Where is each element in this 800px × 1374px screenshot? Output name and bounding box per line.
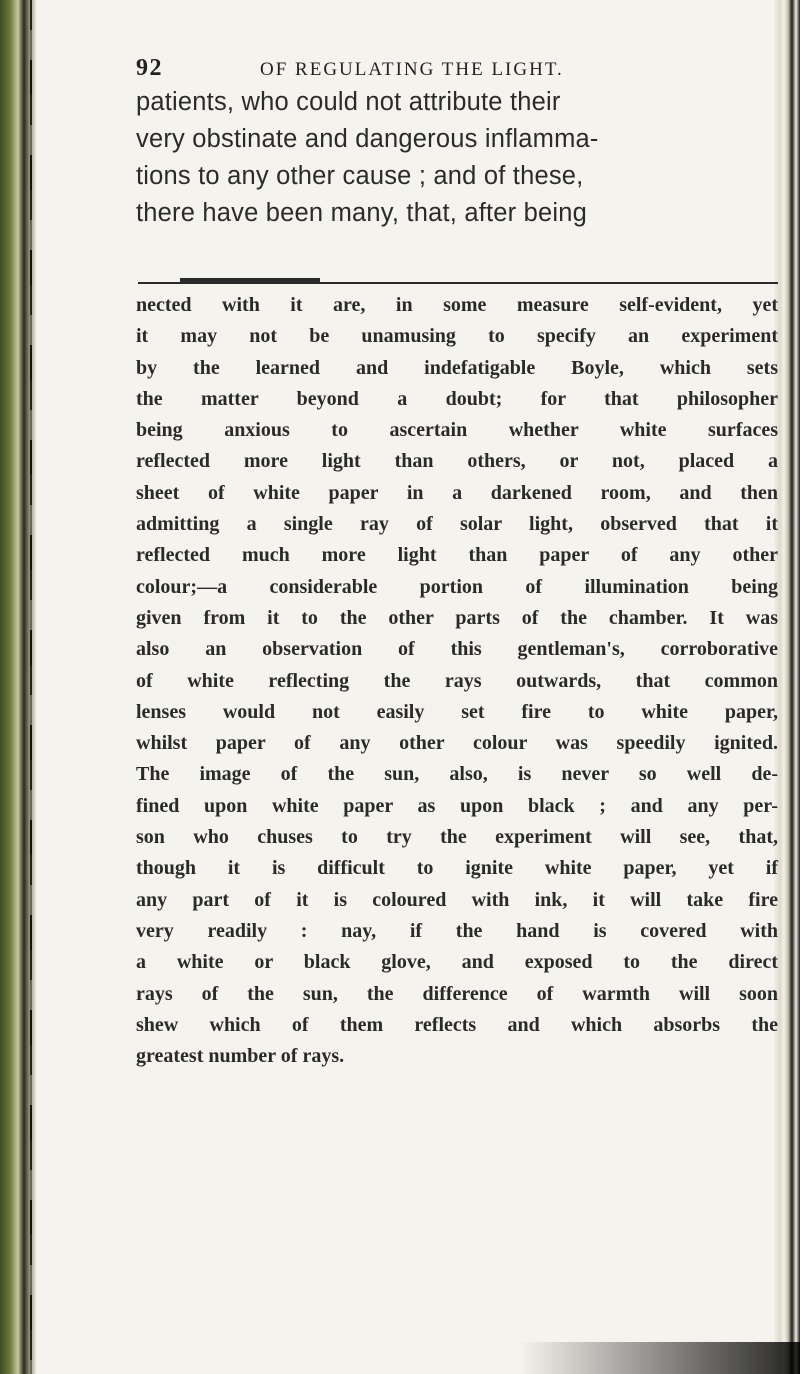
text-line: tions to any other cause ; and of these, [136,162,584,190]
page-number: 92 [136,55,163,81]
text-line: given from it to the other parts of the chamber. It was [136,606,778,629]
text-line: by the learned and indefatigable Boyle, which sets [136,356,778,379]
text-line: whilst paper of any other colour was speedily ignited. [136,732,778,755]
text-line: a white or black glove, and exposed to the direct [136,951,778,974]
text-line: any part of it is coloured with ink, it will take fire [136,888,778,911]
text-line: colour;—a considerable portion of illumination being [136,575,778,598]
text-line: shew which of them reflects and which absorbs the [136,1013,778,1036]
page-bottom-shadow [520,1342,800,1374]
text-line: lenses would not easily set fire to white paper, [136,700,778,723]
text-line: reflected much more light than paper of any other [136,544,778,567]
body-paragraph [136,290,778,1072]
book-binding-left [0,0,36,1374]
text-line: fined upon white paper as upon black ; and any per- [136,794,778,817]
text-line: rays of the sun, the difference of warmth will soon [136,982,778,1005]
text-line: patients, who could not attribute their [136,88,561,116]
text-line: it may not be unamusing to specify an experiment [136,325,778,348]
text-line: there have been many, that, after being [136,199,588,227]
text-line: also an observation of this gentleman's, corroborative [136,638,778,661]
text-line: though it is difficult to ignite white paper, yet if [136,857,778,880]
text-line: reflected more light than others, or not, placed a [136,450,778,473]
text-line: admitting a single ray of solar light, observed that it [136,513,778,536]
page-fold-edge [138,282,778,284]
overlay-page-text [136,84,781,232]
text-line: very readily : nay, if the hand is covered with [136,919,778,942]
text-line: the matter beyond a doubt; for that philosopher [136,387,778,410]
text-line: very obstinate and dangerous inflamma- [136,125,599,153]
text-line: sheet of white paper in a darkened room, and then [136,481,778,504]
text-line: The image of the sun, also, is never so well de- [136,763,778,786]
text-line: son who chuses to try the experiment will see, that, [136,826,778,849]
running-head: OF REGULATING THE LIGHT. [260,59,564,80]
text-line: of white reflecting the rays outwards, that common [136,669,778,692]
text-line: nected with it are, in some measure self-evident, yet [136,294,778,316]
text-line: greatest number of rays. [136,1045,345,1068]
text-line: being anxious to ascertain whether white surfaces [136,419,778,442]
